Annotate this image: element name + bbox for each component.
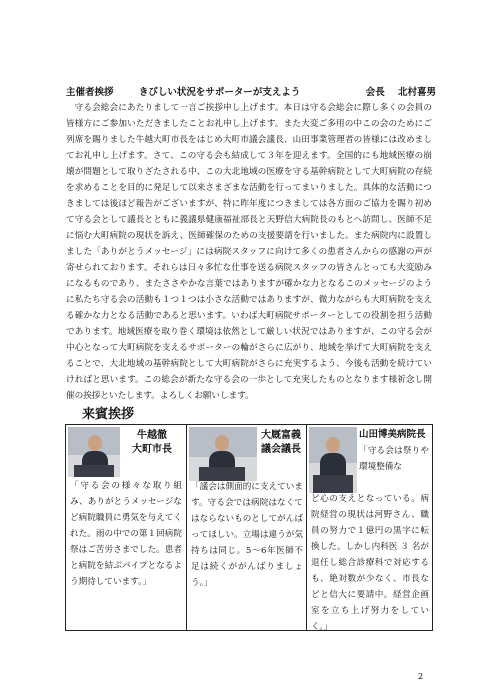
guest-name-mayor: 牛越徹 大町市長	[132, 430, 172, 455]
guest-name-assembly-chair: 大厩富義 議会議長	[261, 430, 301, 455]
page-number: 2	[418, 672, 424, 681]
guest-quote-assembly-chair: 「議会は側面的に支えています。守る会では病院はなくてはならないものとしてがんばってほしい。立場は違うが気持ちは同じ。5〜6年医師不足は続くががんばりましょう。」	[191, 482, 303, 588]
guest-cell-mayor	[66, 425, 186, 630]
guest-cell-hospital-director	[306, 425, 432, 630]
guest-quote-rest: ど心の支えとなっている。病院経営の現状は河野さん、職員の努力で１億円の黒字に転換した。しかし内科医 ３ 名が退任し総合診療科で対応するも、絶対数が少なく、市長などと信大に要請中。経営企画室を立ち上げ努力をしていく。」	[311, 494, 429, 632]
heading-label: 主催者挨拶	[66, 87, 114, 98]
mayor-photo	[68, 427, 120, 477]
guest-greetings-table	[65, 424, 433, 631]
heading-name: 北村喜男	[397, 87, 436, 98]
heading-role: 会長	[365, 87, 385, 98]
greeting-body	[66, 100, 432, 404]
greeting-paragraph: 守る会総会にあたりまして一言ご挨拶申し上げます。本日は守る会総会に際し多くの会員の皆様方にご参加いただきましたことお礼申し上げます。また大変ご多用の中この会のためにご列席を賜りました牛越大町市長をはじめ大町市議会議長、山田事業管理者の皆様には改めましてお礼申し上げます。さて、この守る会も結成して３年を迎えます。全国的にも地域医療の崩壊が問題として取りざたされる中、この大北地域の医療を守る基幹病院として大町病院の存続を求めることを目的に発足して以来さまざまな活動を行ってまいりました。具体的な活動につきましては後ほど報告がございますが、特に昨年度につきましては各方面のご協力を賜り初めて守る会として議長とともに義議県健康福祉部長と天野信大病院長のもとへ訪問し、医師不足に悩む大町病院の現状を訴え、医師確保のための支援要請を行いました。また病院内に設置しました「ありがとうメッセージ」には病院スタッフに向けて多くの患者さんからの感謝の声が寄せられております。それらは日々多忙な仕事を送る病院スタッフの皆さんとっても大変励みになるものであり、またささやかな言葉ではありますが確かな力となるこのメッセージのように私たち守る会の活動も１つ１つは小さな活動ではありますが、微力ながらも大町病院を支える確かな力となる活動であると思います。いわば大町病院サポーターとしての役割を担う活動であります。地域医療を取り巻く環境は依然として厳しい状況ではありますが、この守る会が中心となって大町病院を支えるサポーターの輪がさらに広がり、地域を挙げて大町病院を支えることで、大北地域の基幹病院として大町病院がさらに充実するよう、今後も活動を続けていければと思います。この総会が新たな守る会の一歩として充実したものとなります様祈念し開催の挨拶といたします。よろしくお願いします。	[66, 103, 432, 401]
hospital-director-photo	[309, 427, 357, 493]
guest-quote-mayor: 「守る会の様々な取り組み、ありがとうメッセージなど病院職員に勇気を与えてくれた。雨の中での第１回病院祭はご苦労さまでした。患者と病院を結ぶパイプとなるよう期待しています。」	[70, 481, 182, 587]
guest-quote-continued-hospital-director	[311, 491, 429, 635]
greeting-heading	[66, 84, 436, 98]
guest-name-hospital-director: 山田博美病院長	[359, 429, 426, 440]
guests-section-title: 来賓挨拶	[82, 407, 135, 422]
assembly-chair-photo	[189, 427, 257, 481]
guest-quote-text-hospital-director: 「守る会は祭りや環境整備な	[359, 446, 429, 472]
heading-title: きびしい状況をサポーターが支えよう	[138, 87, 301, 98]
guest-cell-assembly-chair	[186, 425, 306, 630]
guest-quote-hospital-director	[359, 427, 429, 443]
